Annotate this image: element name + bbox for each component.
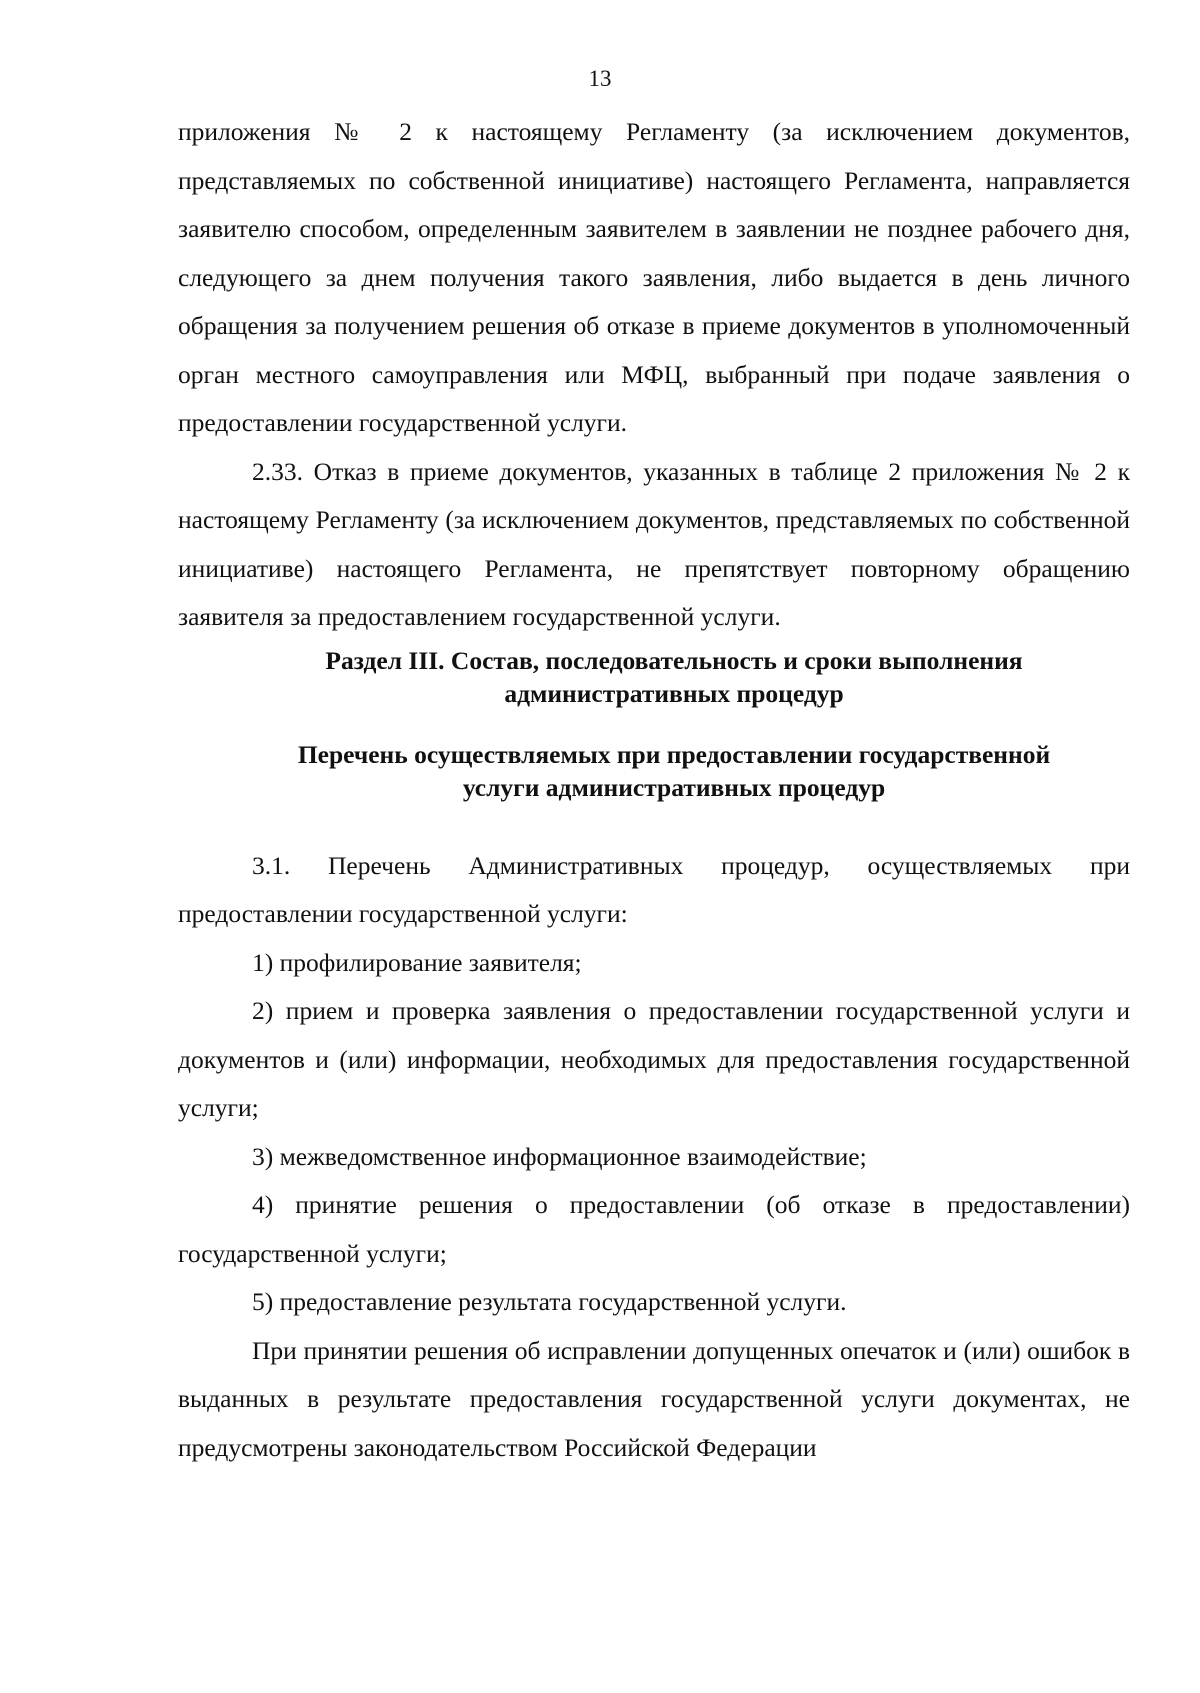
paragraph-continuation: приложения № 2 к настоящему Регламенту (за исключением документов, представляемых по собственной инициативе) настоящего Регламента, направляется заявителю способом, определенным заявителем в заявлении не позднее рабочего дня, следующего за днем получения такого заявления, либо выдается в день личного обращения за получением решения об отказе в приеме документов в уполномоченный орган местного самоуправления или МФЦ, выбранный при подаче заявления о предоставлении государственной услуги.	[178, 117, 1130, 437]
subsection-heading	[178, 738, 1130, 804]
list-item-1: 1) профилирование заявителя;	[252, 947, 582, 977]
list-item-3: 3) межведомственное информационное взаимодействие;	[252, 1141, 867, 1171]
paragraph-3-1: 3.1. Перечень Административных процедур, осуществляемых при предоставлении государственной услуги:	[178, 850, 1130, 928]
document-body	[178, 108, 1130, 1472]
list-item-2: 2) прием и проверка заявления о предоставлении государственной услуги и документов и (или) информации, необходимых для предоставления государственной услуги;	[178, 996, 1130, 1122]
section-heading-line-2: административных процедур	[504, 678, 844, 708]
list-item-5: 5) предоставление результата государственной услуги.	[252, 1287, 847, 1316]
paragraph-corrections: При принятии решения об исправлении допущенных опечаток и (или) ошибок в выданных в результате предоставления государственной услуги документах, не предусмотрены законодательством Российской Федерации	[178, 1335, 1130, 1462]
section-heading-line-1: Раздел III. Состав, последовательность и сроки выполнения	[325, 645, 1023, 675]
page-number: 13	[588, 66, 612, 91]
paragraph-2-33: 2.33. Отказ в приеме документов, указанных в таблице 2 приложения № 2 к настоящему Регламенту (за исключением документов, представляемых по собственной инициативе) настоящего Регламента, не препятствует повторному обращению заявителя за предоставлением государственной услуги.	[178, 456, 1130, 631]
subsection-heading-line-2: услуги административных процедур	[462, 772, 886, 802]
subsection-heading-line-1: Перечень осуществляемых при предоставлении государственной	[297, 739, 1051, 769]
section-heading	[178, 644, 1130, 710]
list-item-4: 4) принятие решения о предоставлении (об отказе в предоставлении) государственной услуги;	[178, 1190, 1130, 1268]
